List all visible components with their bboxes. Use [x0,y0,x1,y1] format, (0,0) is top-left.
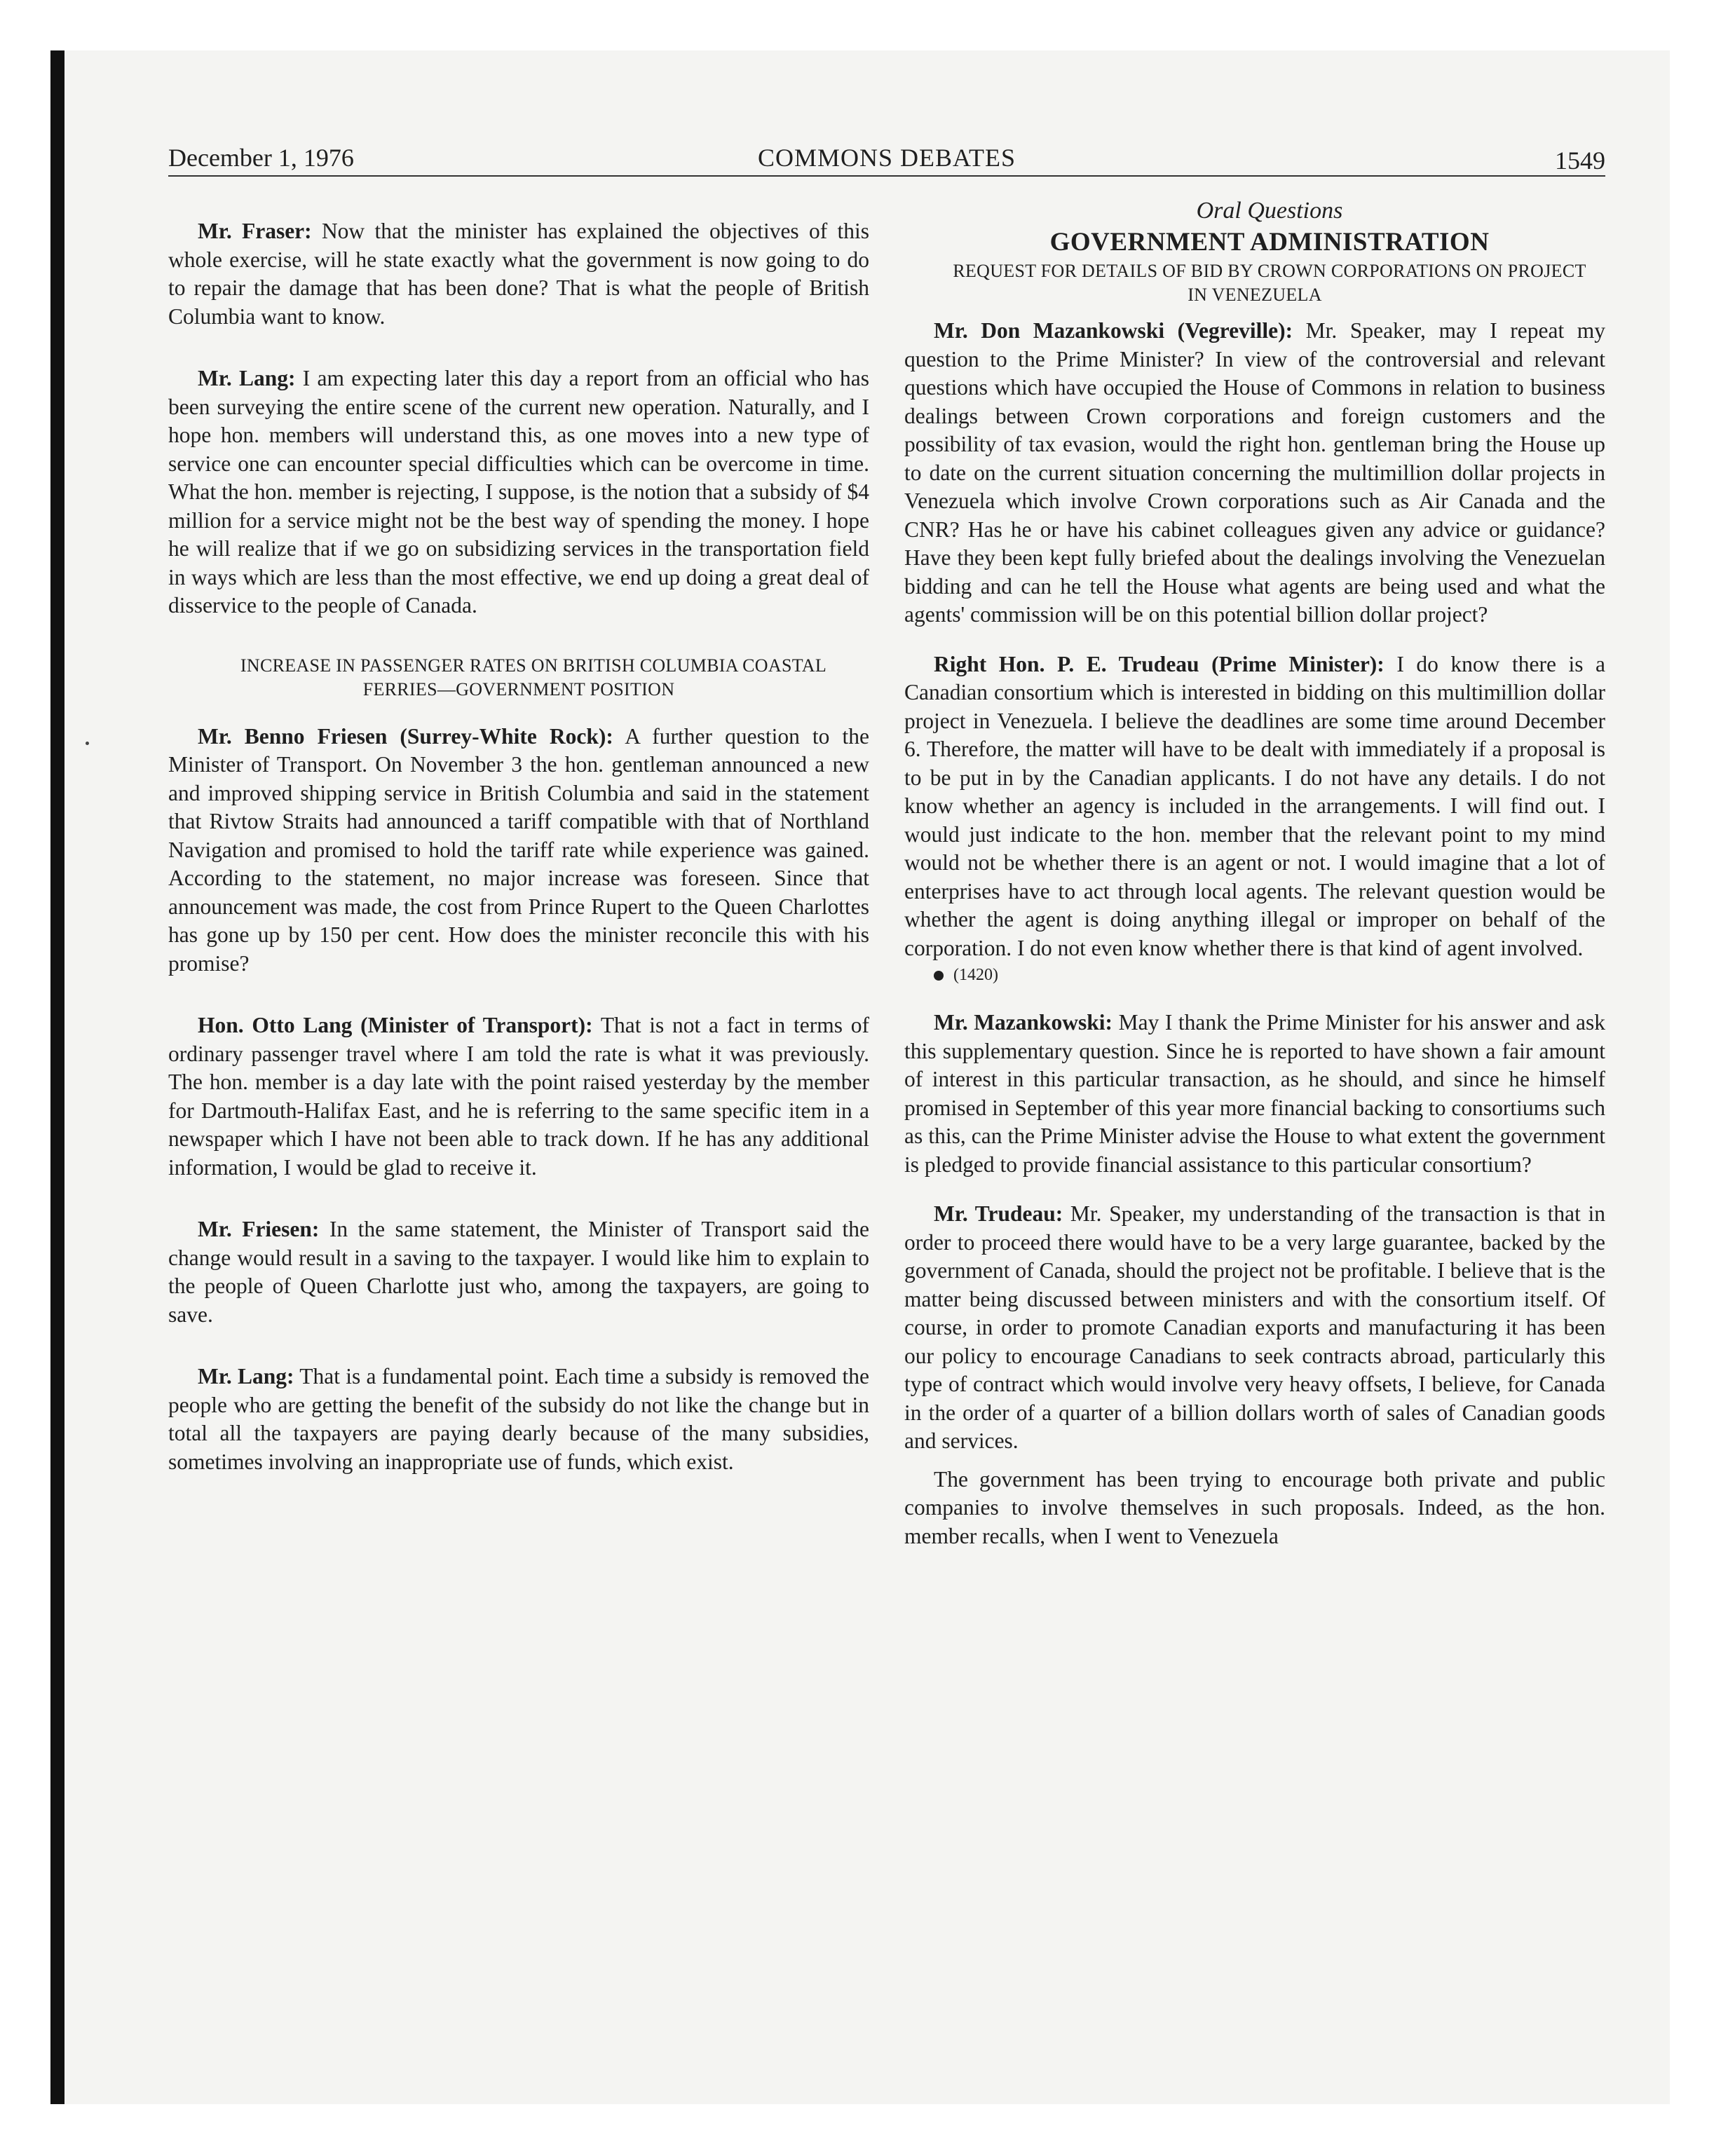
speech-text: That is a fundamental point. Each time a subsidy is removed the people who are getting the benefit of the subsidy do not like the change but in total all the taxpayers are paying dearly because of the many subsidies, sometimes involving an inappropriate use of funds, which exist. [168,1364,869,1474]
speech-text: I am expecting later this day a report from an official who has been surveying the entire scene of the current new operation. Naturally, and I hope hon. members will understand this, as one moves into a new type of service one can encounter special difficulties which can be overcome in time. What the hon. member is rejecting, I suppose, is the notion that a subsidy of $4 million for a service might not be the best way of spending the money. I hope he will realize that if we go on subsidizing services in the transportation field in ways which are less than the most effective, we end up doing a great deal of disservice to the people of Canada. [168,366,870,618]
speaker-name: Mr. Mazankowski: [934,1010,1113,1035]
time-marker [904,962,1605,988]
speech-paragraph [904,650,1605,963]
section-label: Oral Questions [1196,198,1343,224]
speech-paragraph [168,723,869,978]
print-speck [86,742,89,745]
left-column [168,196,869,1476]
speech-text: May I thank the Prime Minister for his answer and ask this supplementary question. Since he is reported to have shown a fair amount of interest in this particular transaction, as he should, and since he himself promised in September of this year more financial backing to consortiums such as this, can the Prime Minister advise the House to what extent the government is pledged to provide financial assistance to this particular consortium? [904,1010,1606,1177]
speech-text: In the same statement, the Minister of Transport said the change would result in a saving to the taxpayer. I would like him to explain to the people of Queen Charlotte just who, among the taxpayers, are going to save. [168,1217,870,1327]
speaker-name: Mr. Friesen: [198,1217,320,1241]
speech-text: Now that the minister has explained the objectives of this whole exercise, will he state exactly what the government is now going to do to repair the damage that has been done? That is what the people of British Columbia want to know. [168,219,869,329]
bullet-icon [934,971,944,981]
time-stamp: (1420) [953,966,998,984]
page-number: 1549 [1555,146,1605,175]
speaker-name: Mr. Trudeau: [934,1201,1063,1226]
right-column [904,196,1605,1550]
speech-paragraph [904,1009,1605,1179]
speaker-name: Hon. Otto Lang (Minister of Transport): [198,1013,593,1037]
speech-paragraph [904,317,1605,629]
header-title: COMMONS DEBATES [757,144,1016,172]
speech-paragraph [168,364,869,620]
topic-subheading: INCREASE IN PASSENGER RATES ON BRITISH COLUMBIA COASTAL FERRIES—GOVERNMENT POSITION [240,655,827,700]
speaker-name: Mr. Lang: [198,366,296,390]
header-date: December 1, 1976 [168,144,354,172]
speaker-name: Mr. Lang: [198,1364,294,1389]
speech-text: A further question to the Minister of Transport. On November 3 the hon. gentleman announced a new and improved shipping service in British Columbia and said in the statement that Rivtow Straits had announced a tariff compatible with that of Northland Navigation and promised to hold the tariff rate while experience was gained. According to the statement, no major increase was foreseen. Since that announcement was made, the cost from Prince Rupert to the Queen Charlottes has gone up by 150 per cent. How does the minister reconcile this with his promise? [168,723,869,976]
topic-subheading: REQUEST FOR DETAILS OF BID BY CROWN CORPORATIONS ON PROJECT IN VENEZUELA [953,261,1586,305]
speech-paragraph [168,1363,869,1476]
section-heading: GOVERNMENT ADMINISTRATION [1049,228,1490,257]
speaker-name: Mr. Benno Friesen (Surrey-White Rock): [198,723,613,749]
speech-text: I do know there is a Canadian consortium which is interested in bidding on this multimillion dollar project in Venezuela. I believe the deadlines are some time around December 6. Therefore, the matter will have to be dealt with immediately if a proposal is to be put in by the Canadian applicants. I do not have any details. I do not know whether an agency is included in the arrangements. I will find out. I would just indicate to the hon. member that the relevant point to my mind would not be whether there is an agent or not. I would imagine that a lot of enterprises have to act through local agents. The relevant question would be whether the agent is doing anything illegal or improper on behalf of the corporation. I do not even know whether there is that kind of agent involved. [904,651,1606,960]
speech-paragraph [168,217,869,331]
speech-text: The government has been trying to encourage both private and public companies to involve themselves in such proposals. Indeed, as the hon. member recalls, when I went to Venezuela [904,1466,1605,1548]
speech-paragraph [904,1466,1605,1551]
speech-paragraph [904,1200,1605,1456]
speaker-name: Mr. Don Mazankowski (Vegreville): [934,318,1293,343]
speech-paragraph [168,1011,869,1182]
speech-text: Mr. Speaker, my understanding of the transaction is that in order to proceed there would have to be a very large guarantee, backed by the government of Canada, should the project not be profitable. I believe that is the matter being discussed between ministers and with the consortium itself. Of course, in order to promote Canadian exports and manufacturing it has been our policy to encourage Canadians to seek contracts abroad, particularly this type of contract which would involve very heavy offsets, I believe, for Canada in the order of a quarter of a billion dollars worth of sales of Canadian goods and services. [904,1201,1605,1453]
speech-paragraph [168,1215,869,1329]
speech-text: Mr. Speaker, may I repeat my question to the Prime Minister? In view of the controversial and relevant questions which have occupied the House of Commons in relation to business dealings between Crown corporations and foreign customers and the possibility of tax evasion, would the right hon. gentleman bring the House up to date on the current situation concerning the multimillion dollar projects in Venezuela which involve Crown corporations such as Air Canada and the CNR? Has he or have his cabinet colleagues given any advice or guidance? Have they been kept fully briefed about the dealings involving the Venezuelan bidding and can he tell the House what agents are being used and what the agents' commission will be on this potential billion dollar project? [904,318,1605,627]
speech-text: That is not a fact in terms of ordinary passenger travel where I am told the rate is what it was previously. The hon. member is a day late with the point raised yesterday by the member for Dartmouth-Halifax East, and he is referring to the same specific item in a newspaper which I have not been able to track down. If he has any additional information, I would be glad to receive it. [168,1013,869,1180]
speaker-name: Right Hon. P. E. Trudeau (Prime Minister): [934,651,1384,676]
scan-edge [50,50,64,2104]
running-header [168,139,1605,177]
speaker-name: Mr. Fraser: [198,219,312,243]
